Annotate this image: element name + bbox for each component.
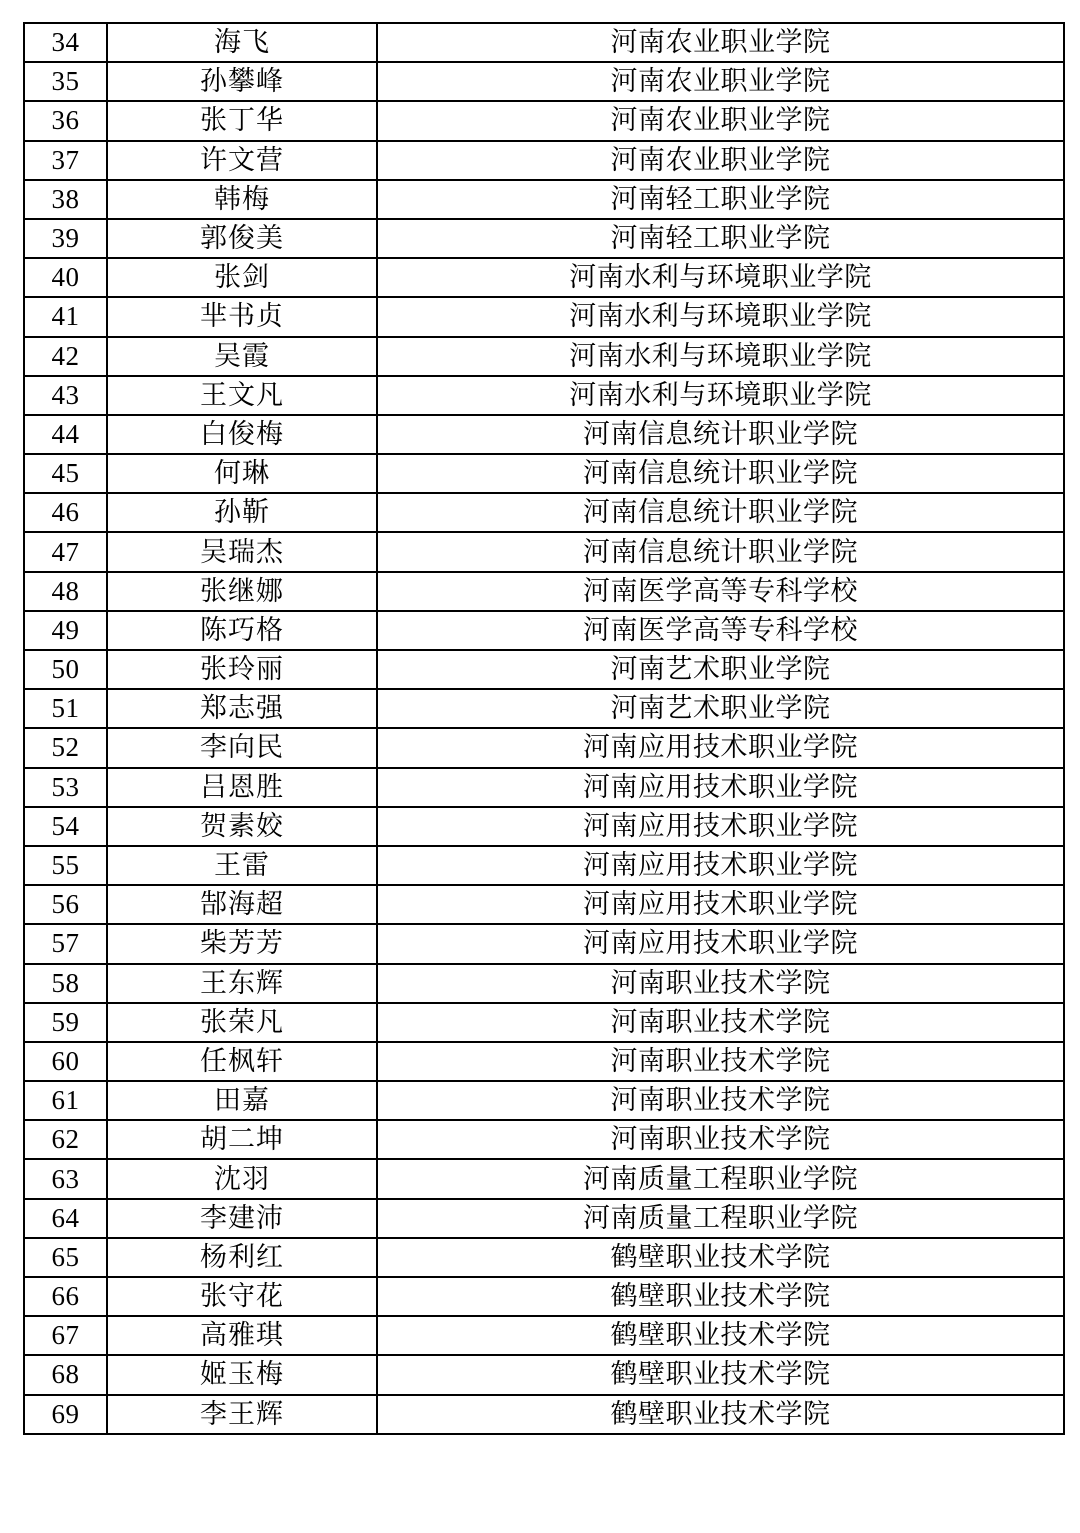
person-name-cell: 柴芳芳 xyxy=(107,924,377,963)
row-number-cell: 65 xyxy=(24,1238,107,1277)
row-number-cell: 51 xyxy=(24,689,107,728)
table-row xyxy=(24,1003,1064,1042)
person-name-cell: 李王辉 xyxy=(107,1395,377,1434)
school-name-cell: 河南水利与环境职业学院 xyxy=(377,337,1064,376)
person-name-cell: 何琳 xyxy=(107,454,377,493)
row-number-cell: 52 xyxy=(24,728,107,767)
person-name-cell: 张守花 xyxy=(107,1277,377,1316)
school-name-cell: 河南职业技术学院 xyxy=(377,964,1064,1003)
table-row xyxy=(24,1159,1064,1198)
row-number-cell: 34 xyxy=(24,23,107,62)
person-name-cell: 李向民 xyxy=(107,728,377,767)
person-name-cell: 张玲丽 xyxy=(107,650,377,689)
table-row xyxy=(24,376,1064,415)
row-number-cell: 60 xyxy=(24,1042,107,1081)
school-name-cell: 河南农业职业学院 xyxy=(377,62,1064,101)
school-name-cell: 河南职业技术学院 xyxy=(377,1081,1064,1120)
school-name-cell: 河南应用技术职业学院 xyxy=(377,807,1064,846)
row-number-cell: 41 xyxy=(24,297,107,336)
row-number-cell: 57 xyxy=(24,924,107,963)
row-number-cell: 54 xyxy=(24,807,107,846)
table-row xyxy=(24,768,1064,807)
row-number-cell: 42 xyxy=(24,337,107,376)
row-number-cell: 53 xyxy=(24,768,107,807)
person-name-cell: 王东辉 xyxy=(107,964,377,1003)
school-name-cell: 鹤壁职业技术学院 xyxy=(377,1277,1064,1316)
table-row xyxy=(24,1042,1064,1081)
person-name-cell: 沈羽 xyxy=(107,1159,377,1198)
table-row xyxy=(24,297,1064,336)
row-number-cell: 50 xyxy=(24,650,107,689)
person-name-cell: 高雅琪 xyxy=(107,1316,377,1355)
row-number-cell: 37 xyxy=(24,141,107,180)
row-number-cell: 64 xyxy=(24,1199,107,1238)
person-name-cell: 田嘉 xyxy=(107,1081,377,1120)
row-number-cell: 61 xyxy=(24,1081,107,1120)
row-number-cell: 63 xyxy=(24,1159,107,1198)
person-name-cell: 韩梅 xyxy=(107,180,377,219)
table-row xyxy=(24,807,1064,846)
row-number-cell: 36 xyxy=(24,101,107,140)
row-number-cell: 62 xyxy=(24,1120,107,1159)
row-number-cell: 43 xyxy=(24,376,107,415)
table-row xyxy=(24,1238,1064,1277)
person-name-cell: 孙靳 xyxy=(107,493,377,532)
school-name-cell: 河南艺术职业学院 xyxy=(377,650,1064,689)
table-row xyxy=(24,219,1064,258)
person-name-cell: 吴霞 xyxy=(107,337,377,376)
school-name-cell: 河南职业技术学院 xyxy=(377,1003,1064,1042)
person-name-cell: 吕恩胜 xyxy=(107,768,377,807)
person-name-cell: 海飞 xyxy=(107,23,377,62)
row-number-cell: 59 xyxy=(24,1003,107,1042)
school-name-cell: 河南信息统计职业学院 xyxy=(377,493,1064,532)
row-number-cell: 56 xyxy=(24,885,107,924)
row-number-cell: 67 xyxy=(24,1316,107,1355)
person-name-cell: 胡二坤 xyxy=(107,1120,377,1159)
row-number-cell: 40 xyxy=(24,258,107,297)
roster-table xyxy=(23,22,1065,1435)
school-name-cell: 河南农业职业学院 xyxy=(377,141,1064,180)
school-name-cell: 鹤壁职业技术学院 xyxy=(377,1238,1064,1277)
school-name-cell: 河南应用技术职业学院 xyxy=(377,728,1064,767)
person-name-cell: 吴瑞杰 xyxy=(107,532,377,571)
school-name-cell: 河南水利与环境职业学院 xyxy=(377,258,1064,297)
school-name-cell: 鹤壁职业技术学院 xyxy=(377,1316,1064,1355)
person-name-cell: 陈巧格 xyxy=(107,611,377,650)
school-name-cell: 河南信息统计职业学院 xyxy=(377,415,1064,454)
school-name-cell: 河南轻工职业学院 xyxy=(377,219,1064,258)
row-number-cell: 39 xyxy=(24,219,107,258)
school-name-cell: 鹤壁职业技术学院 xyxy=(377,1395,1064,1434)
person-name-cell: 郜海超 xyxy=(107,885,377,924)
school-name-cell: 河南信息统计职业学院 xyxy=(377,532,1064,571)
row-number-cell: 66 xyxy=(24,1277,107,1316)
person-name-cell: 王雷 xyxy=(107,846,377,885)
table-row xyxy=(24,1277,1064,1316)
person-name-cell: 郑志强 xyxy=(107,689,377,728)
table-row xyxy=(24,454,1064,493)
row-number-cell: 68 xyxy=(24,1355,107,1394)
school-name-cell: 河南职业技术学院 xyxy=(377,1042,1064,1081)
person-name-cell: 张荣凡 xyxy=(107,1003,377,1042)
school-name-cell: 河南质量工程职业学院 xyxy=(377,1199,1064,1238)
row-number-cell: 49 xyxy=(24,611,107,650)
school-name-cell: 河南应用技术职业学院 xyxy=(377,885,1064,924)
table-row xyxy=(24,964,1064,1003)
school-name-cell: 河南轻工职业学院 xyxy=(377,180,1064,219)
roster-table-body xyxy=(24,23,1064,1434)
row-number-cell: 35 xyxy=(24,62,107,101)
table-row xyxy=(24,337,1064,376)
table-row xyxy=(24,180,1064,219)
person-name-cell: 张丁华 xyxy=(107,101,377,140)
person-name-cell: 贺素姣 xyxy=(107,807,377,846)
person-name-cell: 张剑 xyxy=(107,258,377,297)
table-row xyxy=(24,611,1064,650)
row-number-cell: 44 xyxy=(24,415,107,454)
row-number-cell: 48 xyxy=(24,572,107,611)
table-row xyxy=(24,141,1064,180)
school-name-cell: 河南应用技术职业学院 xyxy=(377,924,1064,963)
person-name-cell: 张继娜 xyxy=(107,572,377,611)
person-name-cell: 许文营 xyxy=(107,141,377,180)
table-row xyxy=(24,650,1064,689)
row-number-cell: 69 xyxy=(24,1395,107,1434)
person-name-cell: 郭俊美 xyxy=(107,219,377,258)
school-name-cell: 河南农业职业学院 xyxy=(377,23,1064,62)
row-number-cell: 58 xyxy=(24,964,107,1003)
table-row xyxy=(24,924,1064,963)
school-name-cell: 河南艺术职业学院 xyxy=(377,689,1064,728)
school-name-cell: 河南医学高等专科学校 xyxy=(377,572,1064,611)
row-number-cell: 38 xyxy=(24,180,107,219)
row-number-cell: 47 xyxy=(24,532,107,571)
school-name-cell: 河南职业技术学院 xyxy=(377,1120,1064,1159)
table-row xyxy=(24,1316,1064,1355)
person-name-cell: 杨利红 xyxy=(107,1238,377,1277)
school-name-cell: 河南质量工程职业学院 xyxy=(377,1159,1064,1198)
person-name-cell: 姬玉梅 xyxy=(107,1355,377,1394)
person-name-cell: 李建沛 xyxy=(107,1199,377,1238)
table-row xyxy=(24,846,1064,885)
table-row xyxy=(24,415,1064,454)
row-number-cell: 45 xyxy=(24,454,107,493)
row-number-cell: 46 xyxy=(24,493,107,532)
person-name-cell: 王文凡 xyxy=(107,376,377,415)
table-row xyxy=(24,1120,1064,1159)
school-name-cell: 鹤壁职业技术学院 xyxy=(377,1355,1064,1394)
school-name-cell: 河南医学高等专科学校 xyxy=(377,611,1064,650)
school-name-cell: 河南应用技术职业学院 xyxy=(377,846,1064,885)
person-name-cell: 白俊梅 xyxy=(107,415,377,454)
table-row xyxy=(24,258,1064,297)
person-name-cell: 孙攀峰 xyxy=(107,62,377,101)
school-name-cell: 河南应用技术职业学院 xyxy=(377,768,1064,807)
person-name-cell: 任枫轩 xyxy=(107,1042,377,1081)
row-number-cell: 55 xyxy=(24,846,107,885)
table-row xyxy=(24,885,1064,924)
table-row xyxy=(24,1081,1064,1120)
person-name-cell: 芈书贞 xyxy=(107,297,377,336)
table-row xyxy=(24,1199,1064,1238)
table-row xyxy=(24,532,1064,571)
table-row xyxy=(24,1395,1064,1434)
school-name-cell: 河南水利与环境职业学院 xyxy=(377,297,1064,336)
school-name-cell: 河南水利与环境职业学院 xyxy=(377,376,1064,415)
table-row xyxy=(24,1355,1064,1394)
table-row xyxy=(24,572,1064,611)
table-row xyxy=(24,493,1064,532)
table-row xyxy=(24,728,1064,767)
school-name-cell: 河南信息统计职业学院 xyxy=(377,454,1064,493)
table-row xyxy=(24,23,1064,62)
school-name-cell: 河南农业职业学院 xyxy=(377,101,1064,140)
table-row xyxy=(24,689,1064,728)
table-row xyxy=(24,62,1064,101)
table-row xyxy=(24,101,1064,140)
